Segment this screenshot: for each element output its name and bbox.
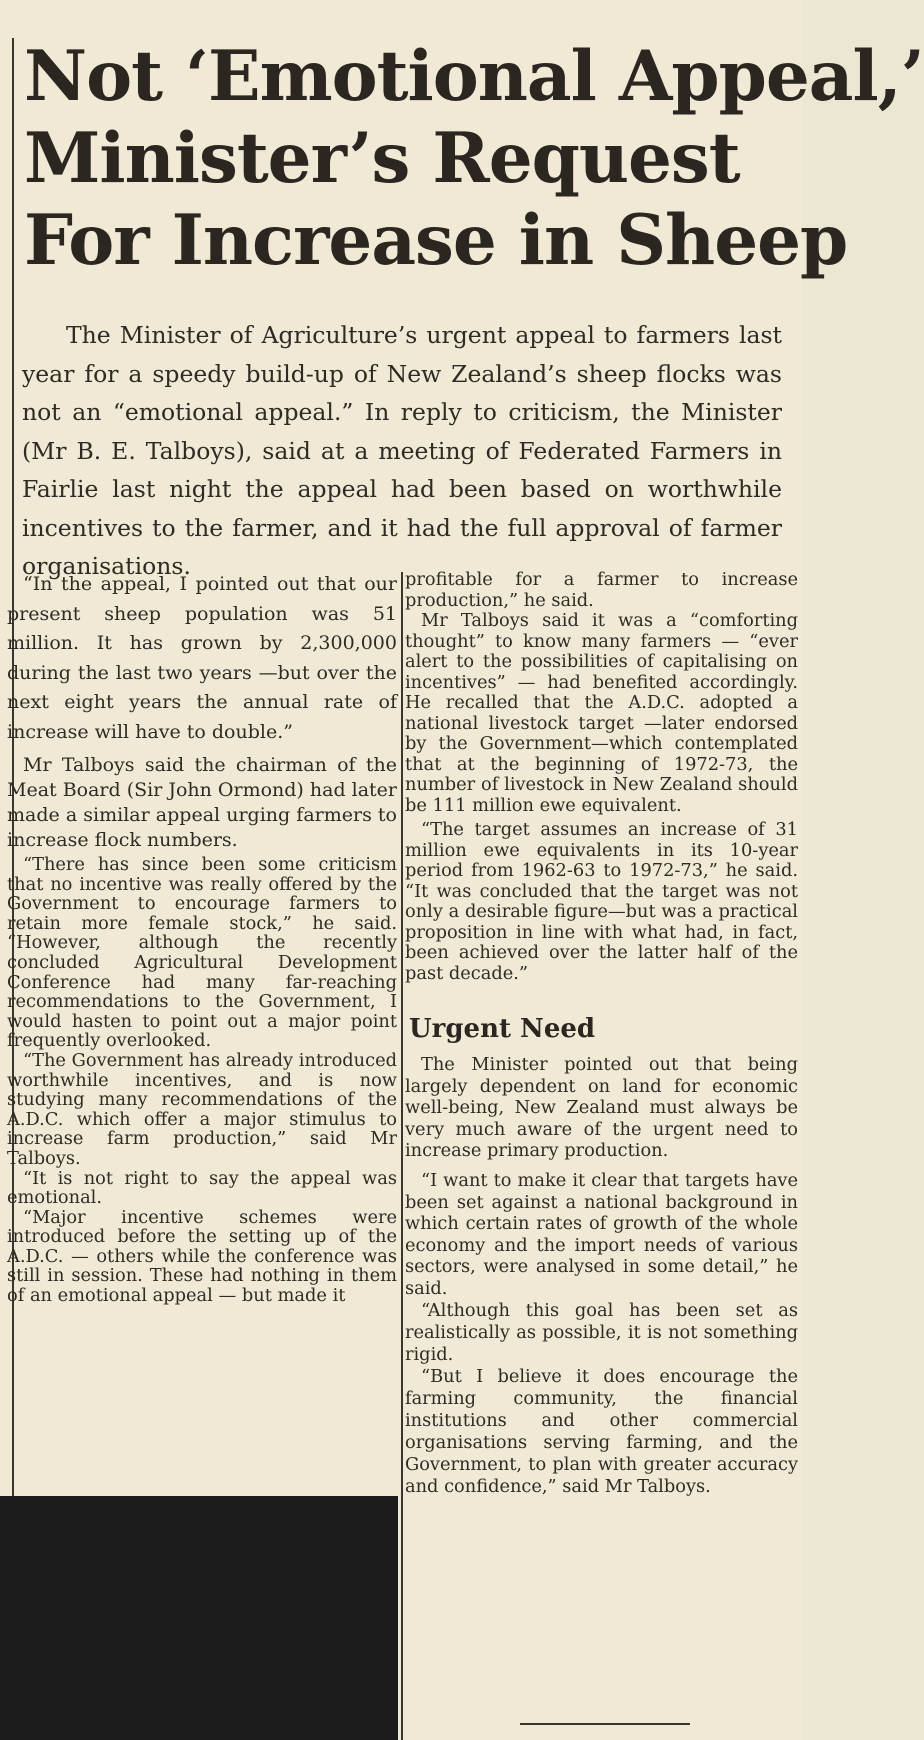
right-paragraph: “I want to make it clear that targets have been set against a national background in which certain rates of growth of the whole economy and the import needs of various sectors, were analysed in some detail,” he said. [405, 1169, 798, 1299]
right-paragraph: “But I believe it does encourage the farming community, the financial institutions and other commercial organisations serving farming, and the Government, to plan with greater accuracy and confidence,” said Mr Talboys. [405, 1365, 798, 1497]
right-paragraph: The Minister pointed out that being largely dependent on land for economic well-being, New Zealand must always be very much aware of the urgent need to increase primary production. [405, 1054, 798, 1162]
headline-line-1: Not ‘Emotional Appeal,’ [24, 36, 924, 117]
column-divider [401, 572, 403, 1740]
dark-background-area [0, 1496, 398, 1740]
lead-text: The Minister of Agriculture’s urgent appeal to farmers last year for a speedy build-up of New Zealand’s sheep flocks was not an “emotional appeal.” In reply to criticism, the Minister (Mr B. E. Talboys), said at a meeting of Federated Farmers in Fairlie last night the appeal had been based on worthwhile incentives to the farmer, and it had the full approval of farmer organisations. [22, 321, 782, 580]
headline [24, 36, 924, 282]
left-paragraph: Mr Talboys said the chairman of the Meat Board (Sir John Ormond) had later made a similar appeal urging farmers to increase flock numbers. [7, 754, 398, 851]
right-paragraph: Mr Talboys said it was a “comforting thought” to know many farmers — “ever alert to the possibilities of capitalising on incentives” — had benefited accordingly. He recalled that the A.D.C. adopted a national livestock target —later endorsed by the Government—which contemplated that at the beginning of 1972-73, the number of livestock in New Zealand should be 111 million ewe equivalent. [405, 610, 798, 816]
subheading-urgent-need: Urgent Need [409, 1014, 596, 1044]
left-paragraph: “Major incentive schemes were introduced before the setting up of the A.D.C. — others while the conference was still in session. These had nothing in them of an emotional appeal — but made it [7, 1206, 397, 1307]
left-paragraph: “It is not right to say the appeal was emotional. [7, 1167, 397, 1209]
end-of-article-rule [520, 1723, 690, 1725]
left-paragraph: “There has since been some criticism that no incentive was really offered by the Government to encourage farmers to retain more female stock,” he said. “However, although the recently concluded Agricultural Development Conference had many far-reaching recommendations to the Government, I would hasten to point out a major point frequently overlooked. [7, 854, 397, 1052]
right-column [405, 570, 798, 1498]
right-paragraph: “Although this goal has been set as realistically as possible, it is not something rigid. [405, 1299, 798, 1365]
left-column [7, 570, 397, 1306]
headline-line-2: Minister’s Request [24, 118, 740, 199]
headline-line-3: For Increase in Sheep [24, 200, 848, 281]
lead-paragraph [22, 316, 782, 586]
right-paragraph: profitable for a farmer to increase production,” he said. [405, 569, 798, 611]
right-paragraph: “The target assumes an increase of 31 million ewe equivalents in its 10-year period from 1962-63 to 1972-73,” he said. “It was concluded that the target was not only a desirable figure—but was a practical proposition in line with what had, in fact, been achieved over the latter half of the past decade.” [405, 819, 798, 984]
left-paragraph: “In the appeal, I pointed out that our present sheep population was 51 million. It has grown by 2,300,000 during the last two years —but over the next eight years the annual rate of increase will have to double.” [7, 573, 397, 743]
left-paragraph: “The Government has already introduced worthwhile incentives, and is now studying many recommendations of the A.D.C. which offer a major stimulus to increase farm production,” said Mr Talboys. [7, 1049, 397, 1169]
